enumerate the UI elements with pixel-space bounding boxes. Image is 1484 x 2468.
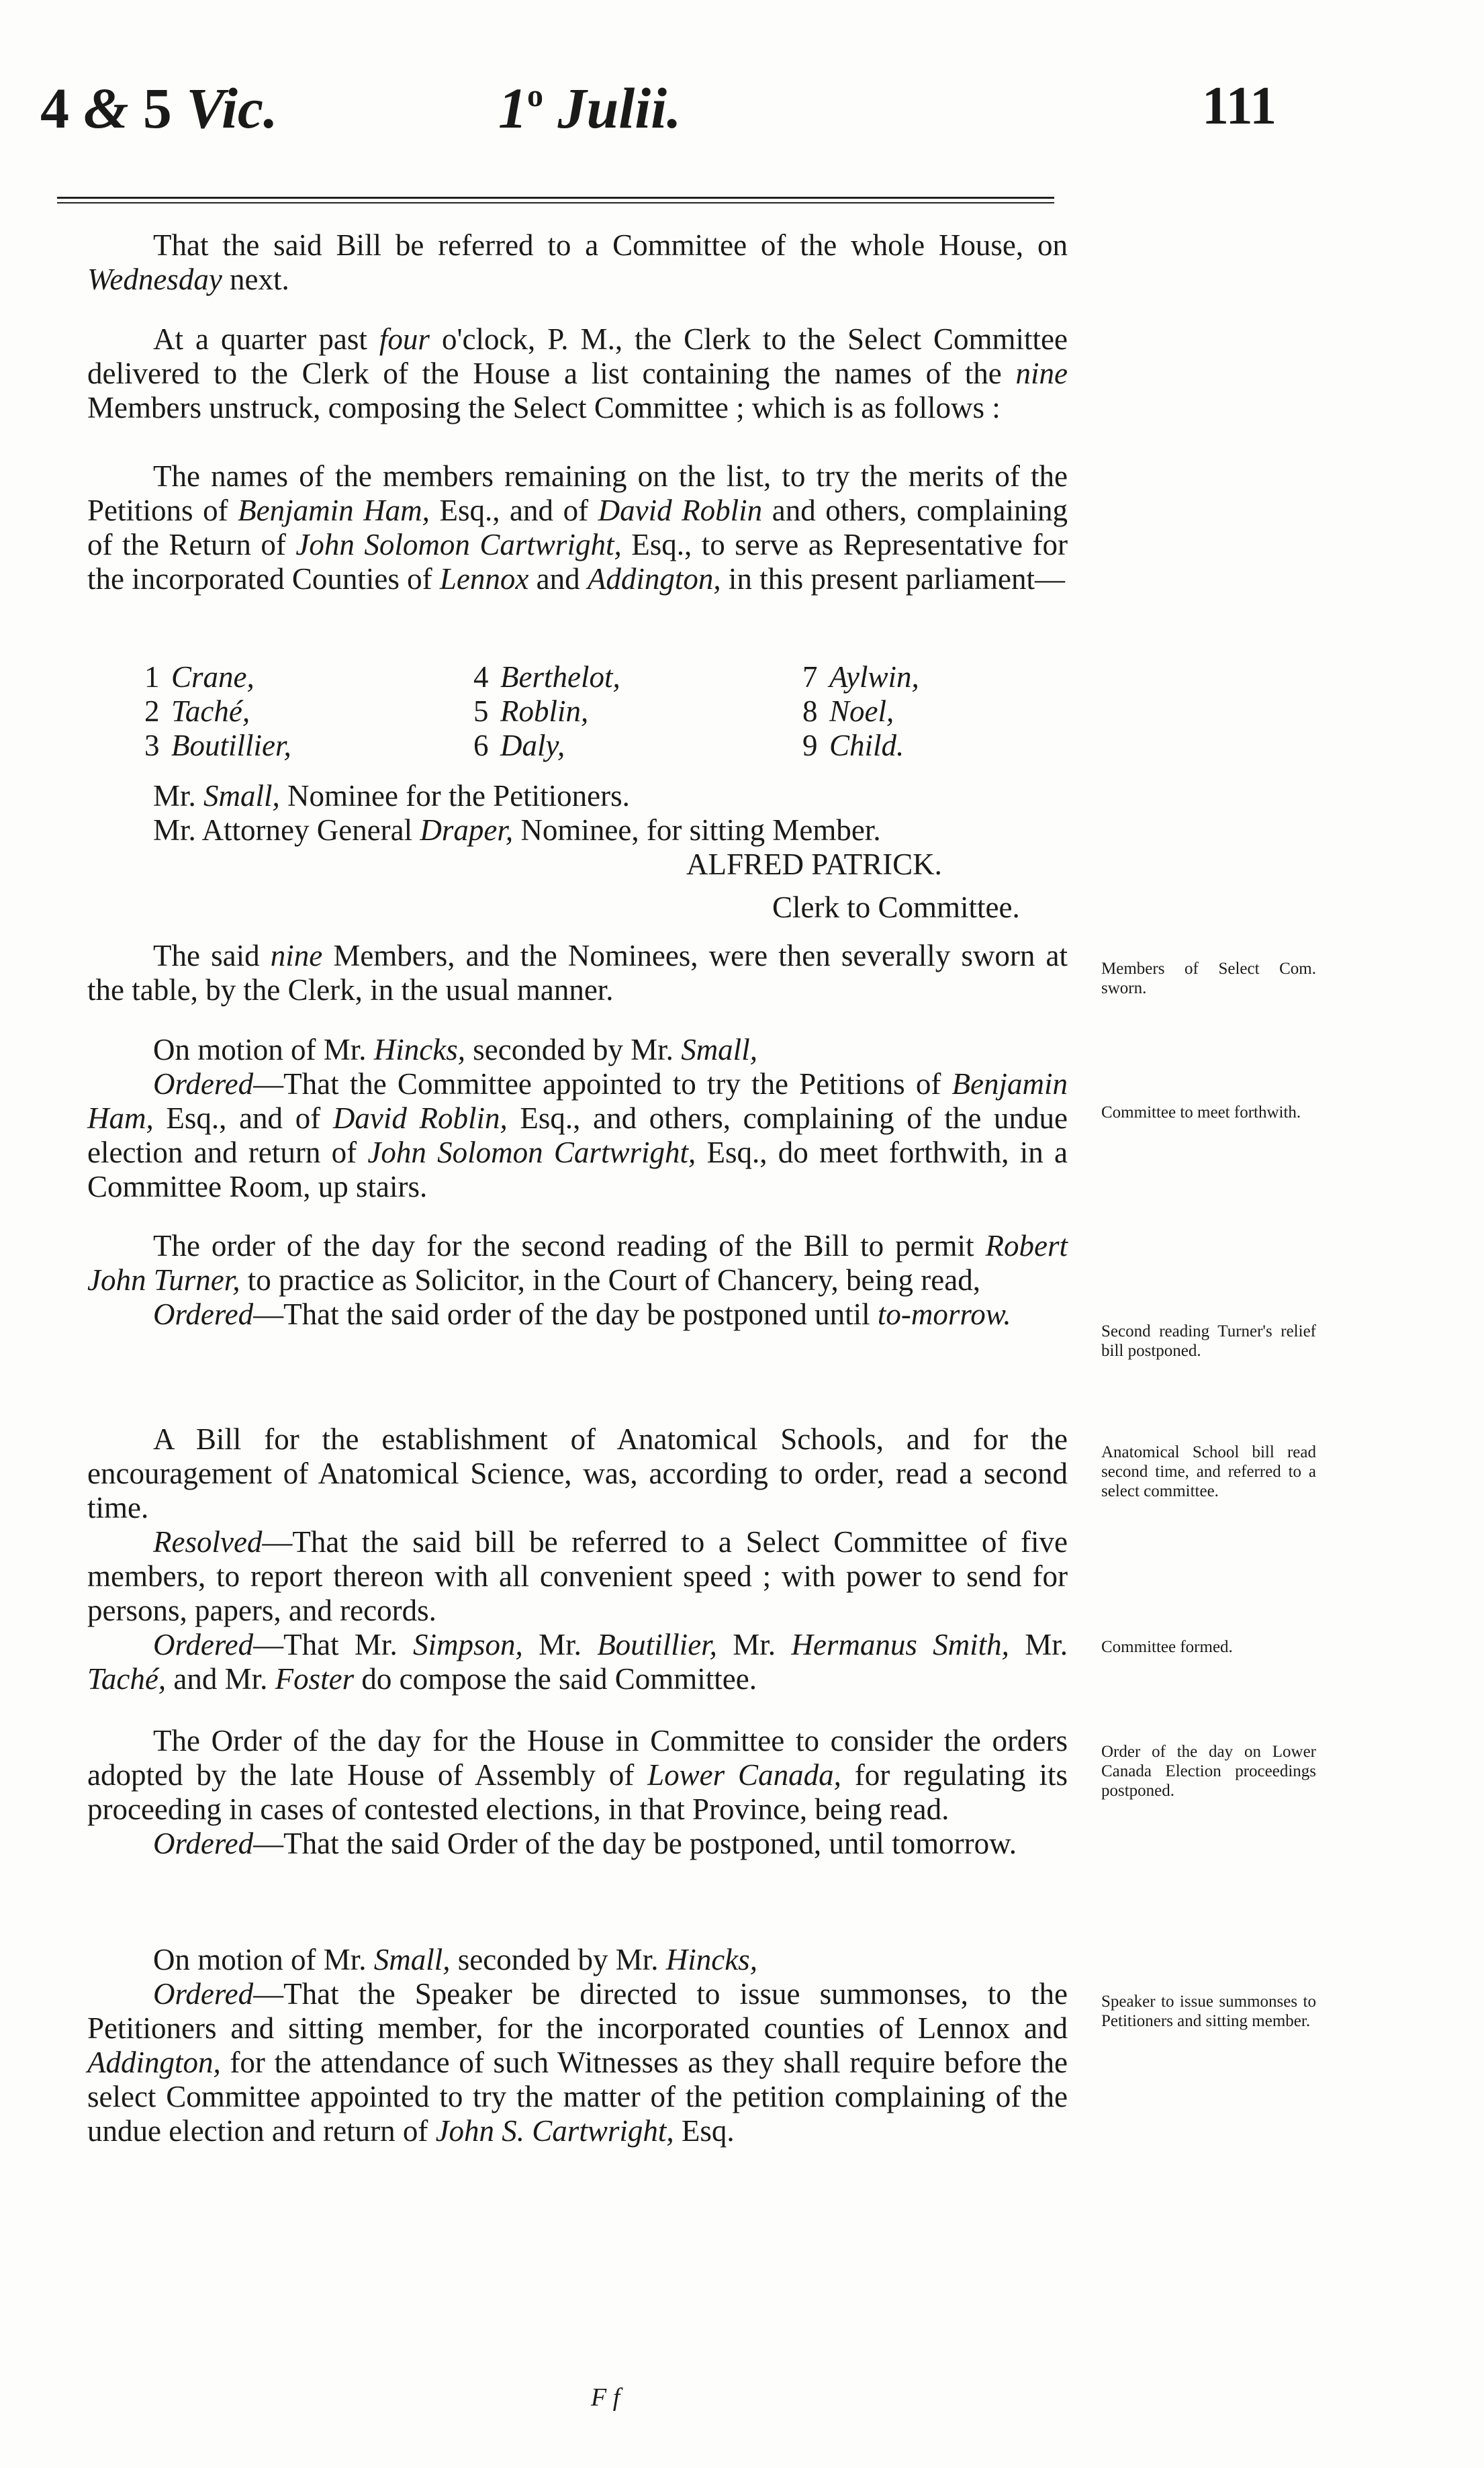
paragraph-committee-meet: On motion of Mr. Hincks, seconded by Mr. Small, Ordered—That the Committee appointed to try the Petitions of Benjamin Ham, Esq., and of David Roblin, Esq., and others, complaining of the undue election and return of John Solomon Cartwright, Esq., do meet forthwith, in a Committee Room, up stairs. <box>87 1033 1068 1203</box>
margin-note-sworn: Members of Select Com. sworn. <box>1101 960 1316 997</box>
clerk-title: Clerk to Committee. <box>772 890 1020 924</box>
paragraph-speaker-summonses: On motion of Mr. Small, seconded by Mr. Hincks, Ordered—That the Speaker be directed to issue summonses, to the Petitioners and sitting member, for the incorporated counties of Lennox and Addington, for the attendance of such Witnesses as they shall require before the select Committee appointed to try the matter of the petition complaining of the undue election and return of John S. Cartwright, Esq. <box>87 1943 1068 2148</box>
signature-mark: F f <box>591 2383 620 2412</box>
member-item: 6 Daly, <box>473 729 565 762</box>
clerk-signature: ALFRED PATRICK. <box>686 848 942 881</box>
margin-note-turner: Second reading Turner's relief bill postponed. <box>1101 1322 1316 1360</box>
margin-note-committee-meet: Committee to meet forthwith. <box>1101 1103 1301 1122</box>
member-item: 2 Taché, <box>144 694 250 728</box>
paragraph-members-names: The names of the members remaining on the list, to try the merits of the Petitions of Benjamin Ham, Esq., and of David Roblin and others, complaining of the Return of John Solomon Cartwright, Esq., to serve as Representative for the incorporated Counties of Lennox and Addington, in this present parliament— <box>87 459 1068 596</box>
paragraph-anatomical-bill: A Bill for the establishment of Anatomical Schools, and for the encouragement of Anatomical Science, was, according to order, read a second time. Resolved—That the said bill be referred to a Select Committee of five members, to report thereon with all convenient speed ; with power to send for persons, papers, and records. Ordered—That Mr. Simpson, Mr. Boutillier, Mr. Hermanus Smith, Mr. Taché, and Mr. Foster do compose the said Committee. <box>87 1422 1068 1696</box>
member-item: 5 Roblin, <box>473 694 589 728</box>
member-item: 1 Crane, <box>144 660 254 694</box>
paragraph-turner-bill: The order of the day for the second reading of the Bill to permit Robert John Turner, to practice as Solicitor, in the Court of Chancery, being read, Ordered—That the said order of the day be postponed until to-morrow. <box>87 1229 1068 1331</box>
member-item: 4 Berthelot, <box>473 660 620 694</box>
header-regnal-year: 4 & 5 Vic. <box>40 76 278 140</box>
nominee-sitting-member: Mr. Attorney General Draper, Nominee, for sitting Member. <box>153 813 881 847</box>
paragraph-bill-referred: That the said Bill be referred to a Committee of the whole House, on Wednesday next. <box>87 228 1068 296</box>
nominee-petitioners: Mr. Small, Nominee for the Petitioners. <box>153 779 630 813</box>
margin-note-speaker: Speaker to issue summonses to Petitioners and sitting member. <box>1101 1993 1316 2030</box>
paragraph-clerk-list: At a quarter past four o'clock, P. M., the Clerk to the Select Committee delivered to the Clerk of the House a list containing the names of the nine Members unstruck, composing the Select Committee ; which is as follows : <box>87 322 1068 424</box>
member-item: 9 Child. <box>802 729 905 762</box>
margin-note-committee-formed: Committee formed. <box>1101 1638 1233 1656</box>
member-item: 8 Noel, <box>802 694 894 728</box>
margin-note-anatomical: Anatomical School bill read second time, and referred to a select committee. <box>1101 1443 1316 1500</box>
paragraph-members-sworn: The said nine Members, and the Nominees, were then severally sworn at the table, by the Clerk, in the usual manner. <box>87 939 1068 1007</box>
margin-note-lower-canada: Order of the day on Lower Canada Election proceedings postponed. <box>1101 1743 1316 1800</box>
header-rule <box>57 197 1054 199</box>
member-item: 7 Aylwin, <box>802 660 919 694</box>
member-item: 3 Boutillier, <box>144 729 291 762</box>
page-number: 111 <box>1202 77 1277 136</box>
header-rule-thin <box>57 202 1054 203</box>
header-date: 1$^o$ Julii. <box>498 76 682 140</box>
paragraph-lower-canada: The Order of the day for the House in Committee to consider the orders adopted by the late House of Assembly of Lower Canada, for regulating its proceeding in cases of contested elections, in that Province, being read. Ordered—That the said Order of the day be postponed, until tomorrow. <box>87 1724 1068 1860</box>
